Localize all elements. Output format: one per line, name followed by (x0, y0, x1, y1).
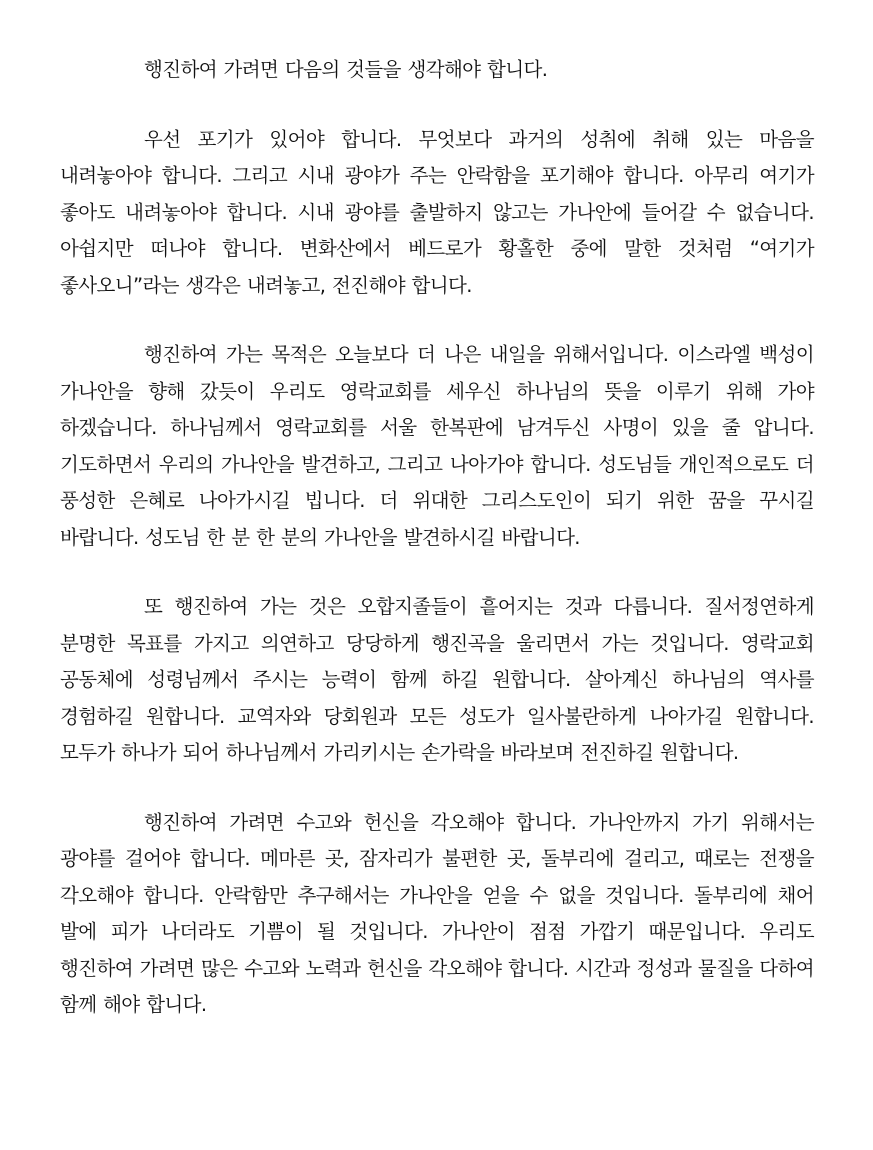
paragraph-order: 또 행진하여 가는 것은 오합지졸들이 흩어지는 것과 다릅니다. 질서정연하게 분명한 목표를 가지고 의연하고 당당하게 행진곡을 울리면서 가는 것입니다. 영락교회 공동체에 성령님께서 주시는 능력이 함께 하길 원합니다. 살아계신 하나님의 역사를 경험하길 원합니다. 교역자와 당회원과 모든 성도가 일사불란하게 나아가길 원합니다. 모두가 하나가 되어 하나님께서 가리키시는 손가락을 바라보며 전진하길 원합니다. (60, 595, 814, 764)
paragraph-dedication: 행진하여 가려면 수고와 헌신을 각오해야 합니다. 가나안까지 가기 위해서는 광야를 걸어야 합니다. 메마른 곳, 잠자리가 불편한 곳, 돌부리에 걸리고, 때로는 전쟁을 각오해야 합니다. 안락함만 추구해서는 가나안을 얻을 수 없을 것입니다. 돌부리에 채어 발에 피가 나더라도 기쁨이 될 것입니다. 가나안이 점점 가깝기 때문입니다. 우리도 행진하여 가려면 많은 수고와 노력과 헌신을 각오해야 합니다. 시간과 정성과 물질을 다하여 함께 해야 합니다. (60, 810, 814, 1016)
paragraph-renunciation: 우선 포기가 있어야 합니다. 무엇보다 과거의 성취에 취해 있는 마음을 내려놓아야 합니다. 그리고 시내 광야가 주는 안락함을 포기해야 합니다. 아무리 여기가 좋아도 내려놓아야 합니다. 시내 광야를 출발하지 않고는 가나안에 들어갈 수 없습니다. 아쉽지만 떠나야 합니다. 변화산에서 베드로가 황홀한 중에 말한 것처럼 “여기가 좋사오니”라는 생각은 내려놓고, 전진해야 합니다. (60, 127, 814, 297)
document-page (60, 52, 814, 1057)
paragraph-purpose: 행진하여 가는 목적은 오늘보다 더 나은 내일을 위해서입니다. 이스라엘 백성이 가나안을 향해 갔듯이 우리도 영락교회를 세우신 하나님의 뜻을 이루기 위해 가야 하겠습니다. 하나님께서 영락교회를 서울 한복판에 남겨두신 사명이 있을 줄 압니다. 기도하면서 우리의 가나안을 발견하고, 그리고 나아가야 합니다. 성도님들 개인적으로도 더 풍성한 은혜로 나아가시길 빕니다. 더 위대한 그리스도인이 되기 위한 꿈을 꾸시길 바랍니다. 성도님 한 분 한 분의 가나안을 발견하시길 바랍니다. (60, 343, 814, 549)
paragraph-intro: 행진하여 가려면 다음의 것들을 생각해야 합니다. (144, 58, 548, 81)
